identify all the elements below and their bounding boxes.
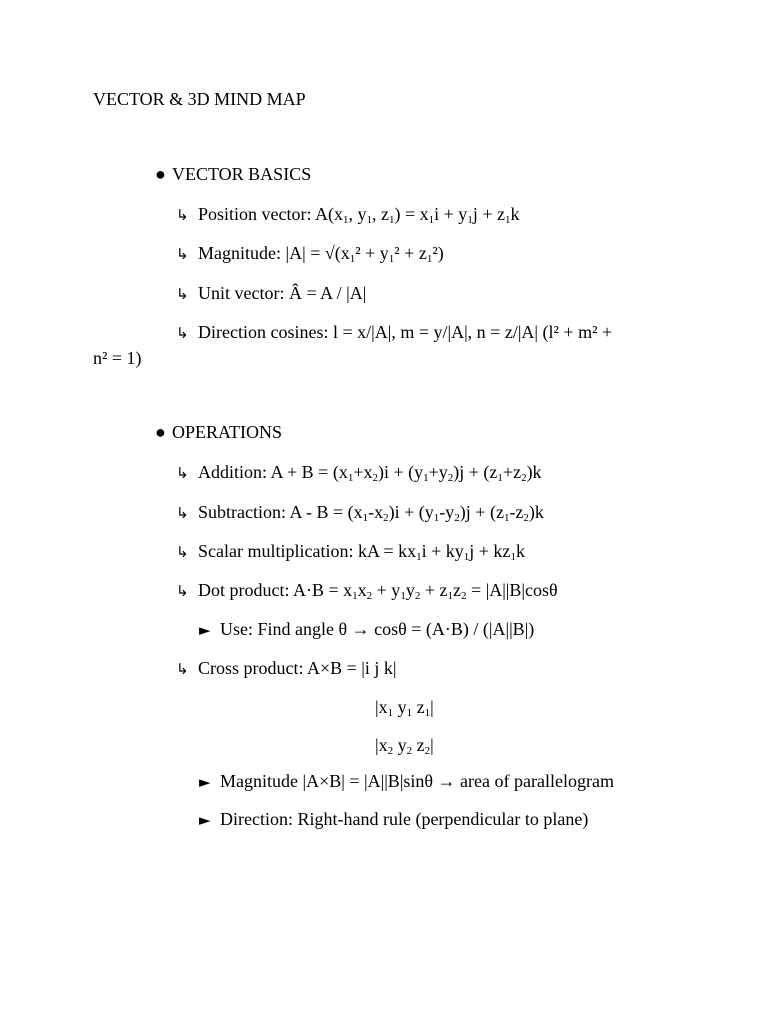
item-unit-vector: ↳ Unit vector: Â = A / |A| <box>176 283 367 303</box>
item-magnitude: ↳ Magnitude: $|A| = √(x_1^2 + y_1^2 + z_1^2)$ <box>176 243 444 265</box>
item-addition: ↳ Addition: $A + B = (x_1+x_2)i + (y_1+y_2)j + (z_1+z_2)k$ <box>176 462 542 484</box>
hook-arrow-icon: ↳ <box>176 245 189 263</box>
section-heading-label: VECTOR BASICS <box>172 164 312 184</box>
section-heading-operations <box>155 421 282 443</box>
sub-item-cross-direction: ► Direction: Right-hand rule (perpendicular to plane) <box>199 809 589 829</box>
item-direction-cosines-continued: n² = 1) <box>93 348 142 368</box>
triangle-arrow-icon: ► <box>199 773 211 791</box>
item-subtraction: ↳ Subtraction: $A - B = (x_1-x_2)i + (y_1-y_2)j + (z_1-z_2)k$ <box>176 502 544 524</box>
hook-arrow-icon: ↳ <box>176 206 189 224</box>
item-scalar-multiplication: ↳ Scalar multiplication: kA = $kx_1i + ky_1j + kz_1k$ <box>176 541 525 563</box>
item-cross-product: ↳ Cross product: A×B = |i j k| <box>176 658 397 678</box>
section-heading-vector-basics <box>155 163 311 185</box>
hook-arrow-icon: ↳ <box>176 504 189 522</box>
hook-arrow-icon: ↳ <box>176 543 189 561</box>
hook-arrow-icon: ↳ <box>176 285 189 303</box>
bullet-icon: ● <box>155 422 166 442</box>
item-position-vector: ↳ Position vector: $A(x_1$, $y_1$, $z_1) = x_1i + y_1j + z_1k$ <box>176 204 520 226</box>
hook-arrow-icon: ↳ <box>176 464 189 482</box>
item-dot-product: ↳ Dot product: $A\cdot B = x_1x_2 + y_1y_2 + z_1z_2 = |A||B|\cos\theta$ <box>176 580 558 602</box>
triangle-arrow-icon: ► <box>199 621 211 639</box>
section-heading-label: OPERATIONS <box>172 422 283 442</box>
sub-item-dot-use: ► Use: Find angle θ → cosθ = (A·B) / (|A||B|) <box>199 619 535 639</box>
cross-matrix-row-2: $|x_1$ $y_1$ $z_1|$ <box>375 697 434 719</box>
hook-arrow-icon: ↳ <box>176 660 189 678</box>
item-direction-cosines: ↳ Direction cosines: l = x/|A|, m = y/|A|, n = z/|A| (l² + m² + <box>176 322 613 342</box>
triangle-arrow-icon: ► <box>199 811 211 829</box>
page-title: VECTOR & 3D MIND MAP <box>93 89 306 109</box>
sub-item-cross-magnitude: ► Magnitude |A×B| = |A||B|sinθ → area of parallelogram <box>199 771 614 791</box>
bullet-icon: ● <box>155 164 166 184</box>
hook-arrow-icon: ↳ <box>176 324 189 342</box>
cross-matrix-row-3: $|x_2$ $y_2$ $z_2|$ <box>375 735 434 757</box>
hook-arrow-icon: ↳ <box>176 582 189 600</box>
